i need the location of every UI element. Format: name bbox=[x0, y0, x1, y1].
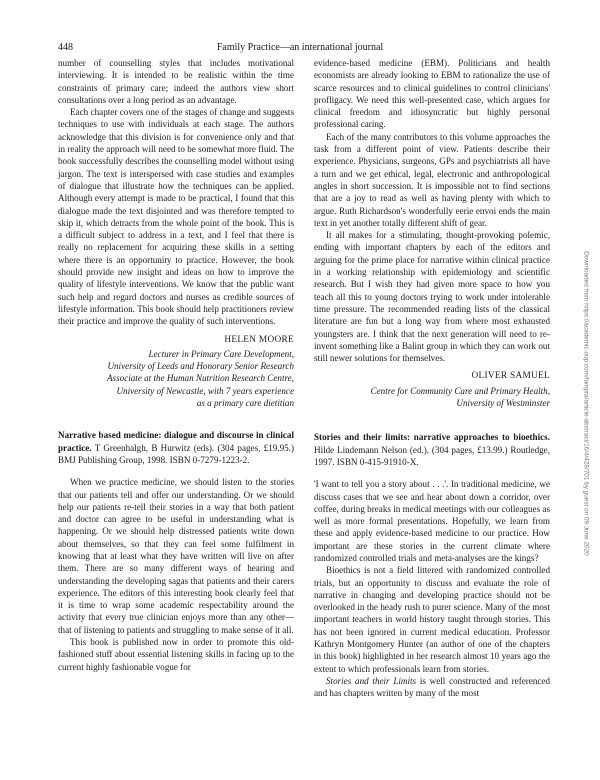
paragraph: 'I want to tell you a story about . . .'. In traditional medicine, we discuss cases that we see and hear about down a corridor, over coffee, during breaks in medical meetings with our colleagues as well as more formal presentations. Hopefully, we learn from these and apply evidence-based medicine to our practice. How important are these stories in the current climate where randomized controlled trials and meta-analyses are the kings? bbox=[314, 479, 550, 563]
paragraph: When we practice medicine, we should listen to the stories that our patients tell and offer our understanding. Or we should help our patients re-tell their stories in a way that both patient and doctor can agree to be useful in understanding what is happening. Or we should help distressed patients write down about themselves, so that they can feel some fulfilment in knowing that at least what they have written will live on after them. There are so many different ways of hearing and understanding the developing sagas that patients and their carers experience. The editors of this interesting book clearly feel that it is time to wrap some academic respectability around the activity that every true clinician enjoys more than any other—that of listening to patients and struggling to make sense of it all. bbox=[58, 477, 294, 635]
reviewer-name: OLIVER SAMUEL bbox=[471, 371, 550, 382]
review-heading bbox=[314, 431, 550, 478]
paragraph: evidence-based medicine (EBM). Politicians and health economists are already looking to EBM to rationalize the use of scarce resources and to clinical guidelines to control clinicians' profligacy. We need this well-presented case, which argues for clinical freedom and idiosyncratic but highly personal professional caring. bbox=[314, 58, 550, 130]
paragraph bbox=[314, 675, 550, 700]
paragraph: Each chapter covers one of the stages of change and suggests techniques to use with individuals at each stage. The authors acknowledge that this division is for convenience only and that in reality the approach will need to be somewhat more fluid. The book successfully describes the counselling model without using jargon. The text is interspersed with case studies and examples of dialogue that illustrate how the techniques can be applied. Although every attempt is made to be practical, I found that this dialogue made the text disjointed and was therefore tempted to skip it, which detracts from the whole point of the book. This is a difficult subject to address in a text, and I feel that there is really no replacement for acquiring these skills in a setting where there is an opportunity to practice. However, the book should provide new insight and ideas on how to improve the quality of lifestyle interventions. We know that the public want such help and regard doctors and nurses as credible sources of lifestyle information. This book should help practitioners review their practice and improve the quality of such interventions. bbox=[58, 107, 294, 327]
book-details: T Greenhalgh, B Hurwitz (eds). (304 pages, £19.95.) BMJ Publishing Group, 1998. ISBN 0-7279-1223-2. bbox=[58, 442, 294, 465]
paragraph: Each of the many contributors to this volume approaches the task from a different point of view. Patients describe their experience. Physicians, surgeons, GPs and psychiatrists all have a turn and we get ethical, legal, electronic and anthropological angles in short succession. It is impossible not to find sections that are a joy to read as well as having plenty with which to argue. Ruth Richardson's wonderfully eerie envoi ends the main text in yet another totally different shift of gear. bbox=[314, 131, 550, 228]
review-heading bbox=[58, 429, 294, 476]
book-details: Hilde Lindemann Nelson (ed.). (304 pages, £13.99.) Routledge, 1997. ISBN 0-415-91910-X. bbox=[314, 444, 550, 467]
reviewer-affiliation: Associate at the Human Nutrition Research Centre, bbox=[107, 373, 294, 384]
reviewer-affiliation: University of Westminster bbox=[456, 398, 550, 409]
book-title: Narrative based medicine: dialogue and discourse in clinical practice. bbox=[58, 430, 294, 453]
reviewer-affiliation: as a primary care dietitian bbox=[196, 398, 294, 409]
book-title-italic: Stories and their Limits bbox=[326, 675, 417, 686]
book-title: Stories and their limits: narrative approaches to bioethics. bbox=[314, 432, 550, 443]
paragraph-text: is well constructed and referenced and has chapters written by many of the most bbox=[314, 675, 551, 699]
paragraph: It all makes for a stimulating, thought-provoking polemic, ending with important chapters by each of the editors and arguing for the prime place for narrative within clinical practice in a working relationship with epidemiology and scientific research. But I wish they had given more space to how you teach all this to young doctors trying to work under intolerable time pressure. The recommended reading lists of the classical literature are fun but a long way from where most exhausted youngsters are. I think that the next generation will need to re-invent something like a Balint group in which they can work out still newer solutions for themselves. bbox=[314, 230, 550, 364]
right-column bbox=[314, 57, 550, 700]
page-number: 448 bbox=[58, 42, 73, 53]
reviewer-affiliation: University of Newcastle, with 7 years experience bbox=[116, 385, 294, 396]
reviewer-affiliation: Centre for Community Care and Primary Health, bbox=[370, 385, 550, 396]
reviewer-signature bbox=[314, 370, 550, 409]
download-watermark: Downloaded from https://academic.oup.com/fampra/article-abstract/16/4/428/701 by guest on 09 June 2020 bbox=[582, 251, 590, 556]
reviewer-affiliation: Lecturer in Primary Care Development, bbox=[148, 348, 294, 359]
paragraph: This book is published now in order to promote this old-fashioned stuff about essential listening skills in facing up to the current highly fashionable vogue for bbox=[58, 637, 294, 672]
paragraph: Bioethics is not a field littered with randomized controlled trials, but an opportunity to discuss and evaluate the role of narrative in changing and developing practice should not be overlooked in the heady rush to purer science. Many of the most important teachers in world history taught through stories. This has not been ignored in current medical education. Professor Kathryn Montgomery Hunter (an author of one of the chapters in this book) highlighted in her research almost 10 years ago the extent to which professionals learn from stories. bbox=[314, 565, 550, 674]
running-head: Family Practice—an international journal bbox=[216, 42, 384, 53]
reviewer-signature bbox=[58, 334, 294, 410]
left-column bbox=[58, 57, 294, 673]
reviewer-affiliation: University of Leeds and Honorary Senior Research bbox=[107, 361, 294, 372]
paragraph: number of counselling styles that includes motivational interviewing. It is intended to be realistic within the time constraints of primary care; indeed the authors view short consultations over a long period as an advantage. bbox=[58, 58, 294, 105]
reviewer-name: HELEN MOORE bbox=[224, 334, 294, 345]
